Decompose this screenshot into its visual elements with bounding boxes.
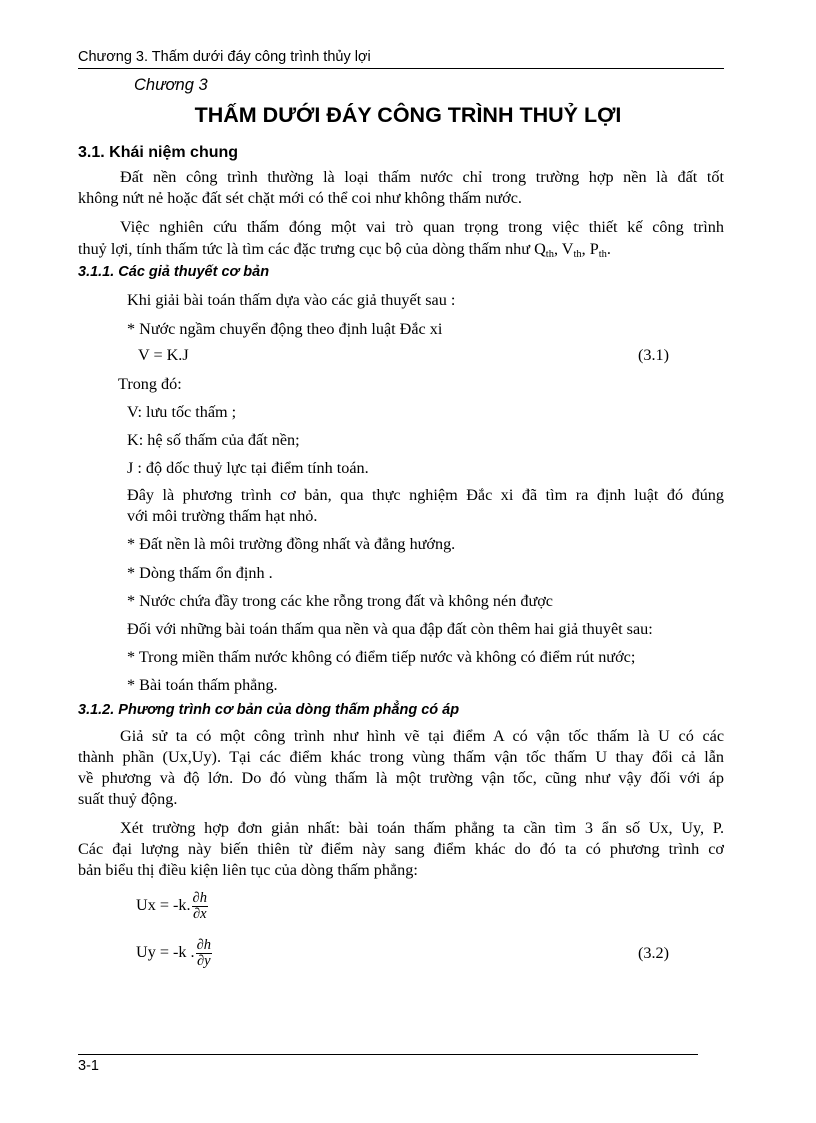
bullet-item: * Trong miền thấm nước không có điểm tiếp nước và không có điểm rút nước; (127, 648, 636, 666)
paragraph-line: Khi giải bài toán thấm dựa vào các giả thuyết sau : (127, 291, 456, 309)
equation-number: (3.1) (638, 346, 670, 364)
definition-item: V: lưu tốc thấm ; (127, 403, 237, 421)
paragraph-line: Đối với những bài toán thấm qua nền và qua đập đất còn thêm hai giả thuyêt sau: (127, 620, 653, 638)
fraction-denominator: ∂y (197, 952, 211, 969)
chapter-title: THẤM DƯỚI ĐÁY CÔNG TRÌNH THUỶ LỢI (194, 103, 622, 127)
chapter-label: Chương 3 (134, 76, 208, 94)
paragraph-line: Đây là phương trình cơ bản, qua thực nghiệm Đắc xi đã tìm ra định luật đó đúng (127, 486, 724, 504)
definition-item: J : độ dốc thuỷ lực tại điểm tính toán. (127, 459, 369, 477)
paragraph-line: thành phần (Ux,Uy). Tại các điểm khác trong vùng thấm vận tốc thấm U thay đổi cả lẫn (78, 748, 724, 766)
fraction-numerator: ∂h (196, 936, 212, 953)
header-rule (78, 68, 724, 69)
fraction-numerator: ∂h (192, 889, 207, 906)
equation-uy: Uy = -k . $\frac{\partial h}{\partial y}$ (136, 936, 212, 969)
bullet-item: * Dòng thấm ổn định . (127, 564, 273, 582)
definition-item: K: hệ số thấm của đất nền; (127, 431, 300, 449)
paragraph-line: với môi trường thấm hạt nhỏ. (127, 507, 318, 525)
equation-ux: Ux = -k. $\frac{\partial h}{\partial x}$ (136, 889, 207, 922)
paragraph-line: Trong đó: (118, 375, 182, 393)
running-header: Chương 3. Thấm dưới đáy công trình thủy lợi (78, 49, 371, 65)
paragraph-line: bản biểu thị điều kiện liên tục của dòng thấm phẳng: (78, 861, 418, 879)
bullet-item: * Bài toán thấm phẳng. (127, 676, 278, 694)
footer-rule (78, 1054, 698, 1055)
page-number: 3-1 (78, 1058, 99, 1074)
fraction-denominator: ∂x (192, 905, 207, 922)
section-heading-3-1-2: 3.1.2. Phương trình cơ bản của dòng thấm phẳng có áp (78, 702, 460, 718)
paragraph-line: về phương và độ lớn. Do đó vùng thấm là một trường vận tốc, cũng như vậy đối với áp (78, 769, 724, 787)
section-heading-3-1: 3.1. Khái niệm chung (78, 144, 239, 161)
paragraph-line-with-subscripts: thuỷ lợi, tính thấm tức là tìm các đặc trưng cục bộ của dòng thấm như $Q_{th}$, $V_{th}$, $P_{th}$. (78, 240, 611, 260)
paragraph-line: Xét trường hợp đơn giản nhất: bài toán thấm phẳng ta cần tìm 3 ẩn số Ux, Uy, P. (120, 819, 724, 837)
paragraph-line: không nứt nẻ hoặc đất sét chặt mới có thể coi như không thấm nước. (78, 189, 522, 207)
bullet-item: * Đất nền là môi trường đồng nhất và đẳng hướng. (127, 535, 456, 553)
paragraph-line: suất thuỷ động. (78, 790, 178, 808)
bullet-item: * Nước ngầm chuyển động theo định luật Đắc xi (127, 320, 443, 338)
paragraph-line: Giả sử ta có một công trình như hình vẽ tại điểm A có vận tốc thấm là U có các (120, 727, 724, 745)
equation-number: (3.2) (638, 944, 670, 962)
section-heading-3-1-1: 3.1.1. Các giả thuyết cơ bản (78, 264, 270, 280)
formula: V = K.J (138, 346, 189, 364)
paragraph-line: Đất nền công trình thường là loại thấm nước chỉ trong trường hợp nền là đất tốt (120, 168, 724, 186)
paragraph-line: Việc nghiên cứu thấm đóng một vai trò quan trọng trong việc thiết kế công trình (120, 218, 724, 236)
bullet-item: * Nước chứa đầy trong các khe rỗng trong đất và không nén được (127, 592, 553, 610)
paragraph-line: Các đại lượng này biến thiên từ điểm này sang điểm khác do đó ta có phương trình cơ (78, 840, 724, 858)
